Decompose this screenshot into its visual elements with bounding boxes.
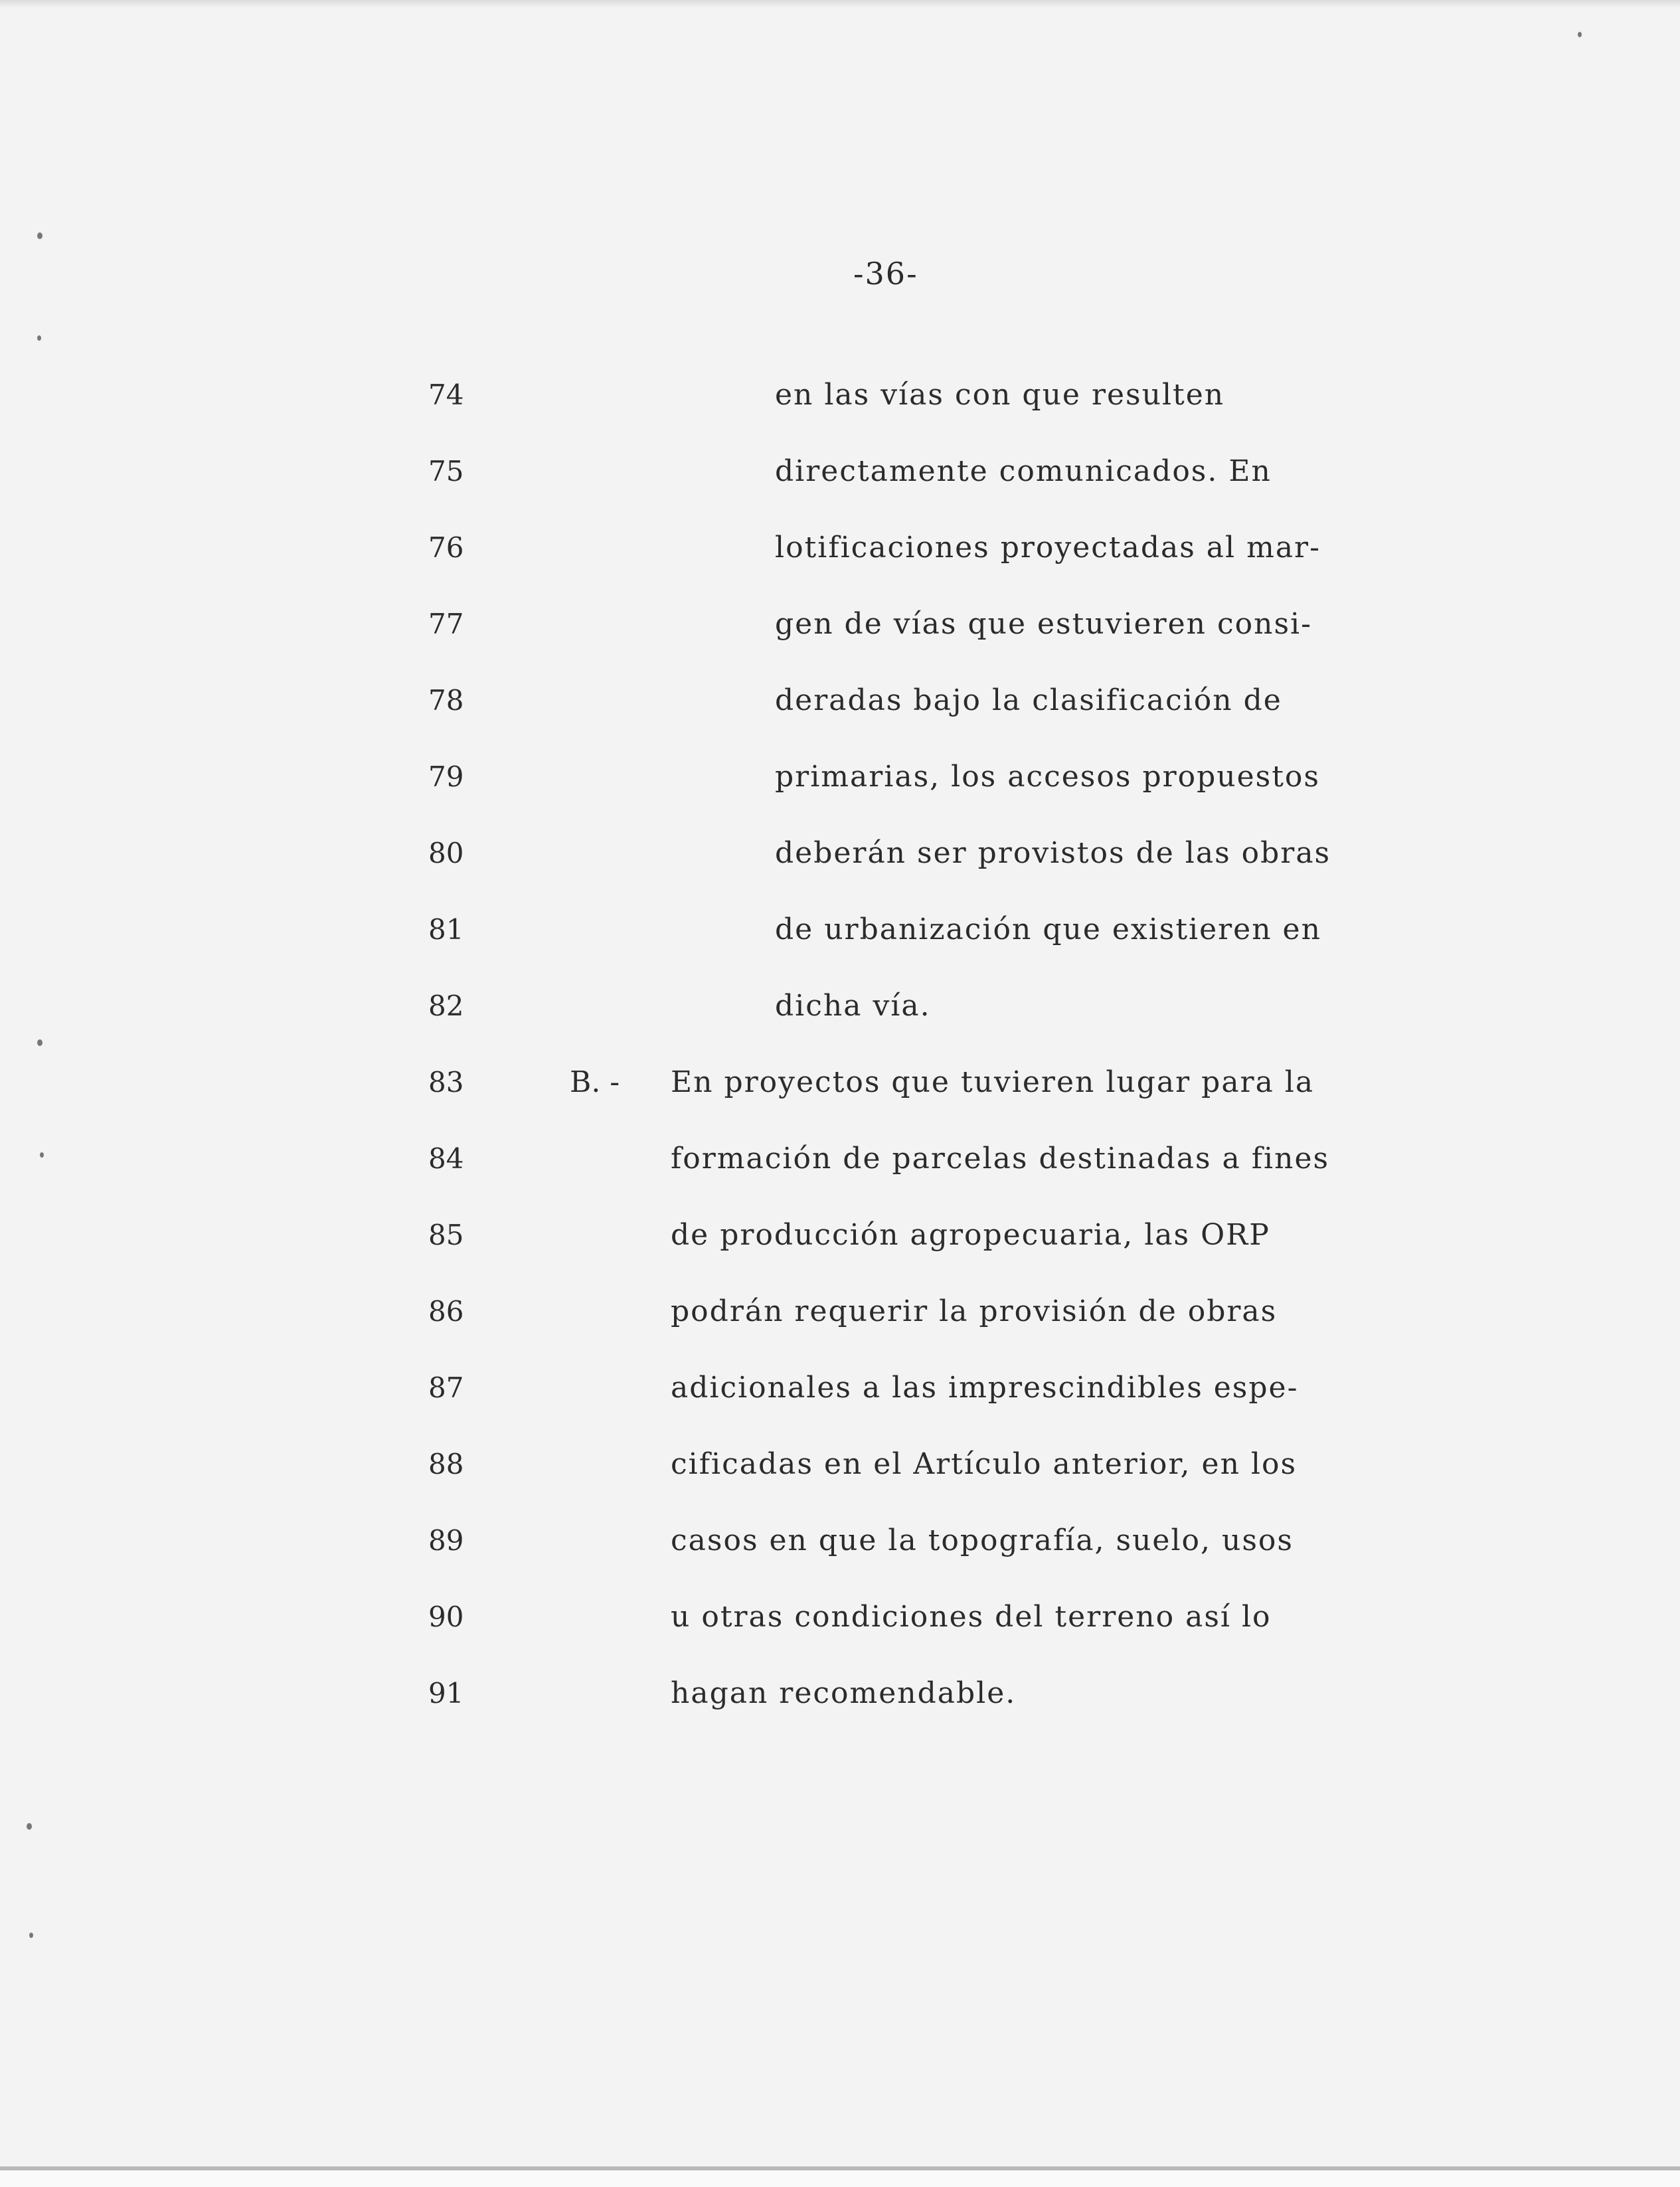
text-line: de producción agropecuaria, las ORP — [671, 1218, 1270, 1252]
margin-speck — [40, 1152, 44, 1158]
line-number: 87 — [428, 1371, 464, 1404]
text-line: deberán ser provistos de las obras — [775, 836, 1331, 870]
text-line: gen de vías que estuvieren consi- — [775, 607, 1312, 641]
text-line: formación de parcelas destinadas a fines — [671, 1142, 1330, 1176]
line-number: 91 — [428, 1677, 464, 1709]
text-line: podrán requerir la provisión de obras — [671, 1294, 1278, 1328]
corner-speck — [1578, 32, 1582, 37]
text-line: en las vías con que resulten — [775, 378, 1225, 412]
line-number: 77 — [428, 608, 464, 640]
text-line: cificadas en el Artículo anterior, en los — [671, 1447, 1298, 1481]
line-number: 81 — [428, 913, 464, 946]
text-line: casos en que la topografía, suelo, usos — [671, 1524, 1294, 1557]
line-number: 85 — [428, 1219, 464, 1251]
line-number: 86 — [428, 1295, 464, 1328]
margin-speck — [37, 1039, 42, 1046]
line-number: 90 — [428, 1601, 464, 1633]
text-line: primarias, los accesos propuestos — [775, 760, 1321, 794]
line-number: 75 — [428, 455, 464, 487]
line-number: 80 — [428, 837, 464, 869]
text-line: de urbanización que existieren en — [775, 913, 1321, 946]
text-line: directamente comunicados. En — [775, 454, 1272, 488]
line-number: 79 — [428, 760, 464, 793]
scan-bottom-margin — [0, 2170, 1680, 2187]
text-line: hagan recomendable. — [671, 1676, 1017, 1710]
line-number: 78 — [428, 684, 464, 717]
margin-speck — [37, 335, 41, 341]
line-number: 84 — [428, 1142, 464, 1175]
line-number: 88 — [428, 1448, 464, 1480]
text-line: dicha vía. — [775, 989, 931, 1023]
text-line: En proyectos que tuvieren lugar para la — [671, 1065, 1315, 1099]
line-number: 83 — [428, 1066, 464, 1098]
line-number: 76 — [428, 531, 464, 564]
page-number: -36- — [853, 256, 918, 292]
text-line: adicionales a las imprescindibles espe- — [671, 1371, 1299, 1405]
margin-speck — [27, 1823, 32, 1830]
text-line: deradas bajo la clasificación de — [775, 683, 1282, 717]
line-number: 82 — [428, 990, 464, 1022]
scan-top-edge — [0, 0, 1680, 8]
section-marker: B. - — [570, 1065, 620, 1099]
line-number: 74 — [428, 379, 464, 411]
text-line: lotificaciones proyectadas al mar- — [775, 531, 1321, 565]
margin-speck — [29, 1933, 33, 1938]
margin-speck — [37, 232, 42, 239]
text-line: u otras condiciones del terreno así lo — [671, 1600, 1272, 1634]
line-number: 89 — [428, 1524, 464, 1557]
